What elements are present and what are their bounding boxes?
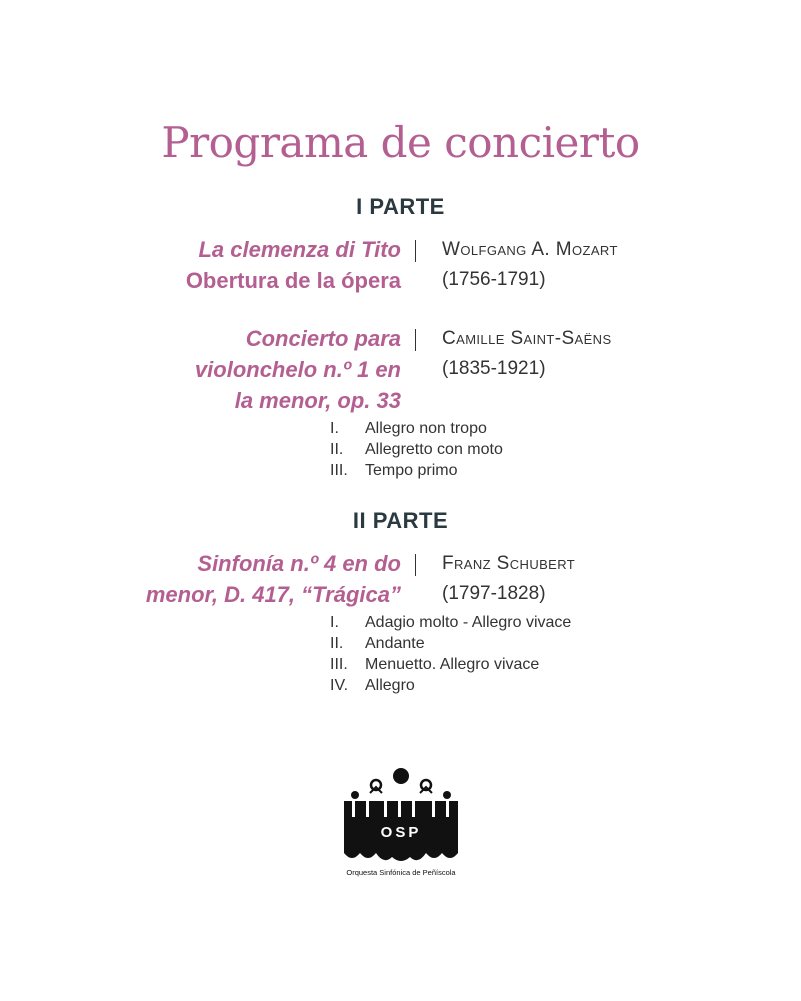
logo-initials: OSP [380,824,422,841]
composer-dates: (1797-1828) [442,583,546,604]
movement-item: IV. Allegro [330,677,415,694]
page-title: Programa de concierto [161,118,640,167]
work-title-line: La clemenza di Tito [198,237,401,262]
part-heading-2: II PARTE [352,508,449,533]
composer-name: Franz Schubert [442,553,576,574]
part-heading-1: I PARTE [356,194,445,219]
composer-dates: (1756-1791) [442,269,546,290]
work-title-saint-saens [101,323,401,416]
separator-bar [415,240,416,262]
work-title-line: Obertura de la ópera [185,268,401,293]
composer-name: Camille Saint-Saëns [442,328,612,349]
separator-bar [415,554,416,576]
movement-item: III. Menuetto. Allegro vivace [330,656,540,673]
movement-list [330,612,571,696]
movement-item: III. Tempo primo [330,462,458,479]
movement-item: I. Allegro non tropo [330,420,487,437]
work-title-line: Sinfonía n.º 4 en do [197,551,401,576]
separator-bar [415,329,416,351]
work-title-mozart [101,234,401,296]
composer-name: Wolfgang A. Mozart [442,239,618,260]
movement-item: I. Adagio molto - Allegro vivace [330,614,572,631]
work-title-schubert [101,548,401,610]
movement-item: II. Allegretto con moto [330,441,503,458]
composer-dates: (1835-1921) [442,358,546,379]
work-title-line: Concierto para [245,326,401,351]
work-title-line: la menor, op. 33 [234,388,401,413]
work-title-line: violonchelo n.º 1 en [194,357,401,382]
logo-name: Orquesta Sinfónica de Peñíscola [346,868,456,877]
orchestra-logo [340,765,462,880]
movement-item: II. Andante [330,635,425,652]
movement-list [330,418,503,481]
work-title-line: menor, D. 417, “Trágica” [145,582,401,607]
